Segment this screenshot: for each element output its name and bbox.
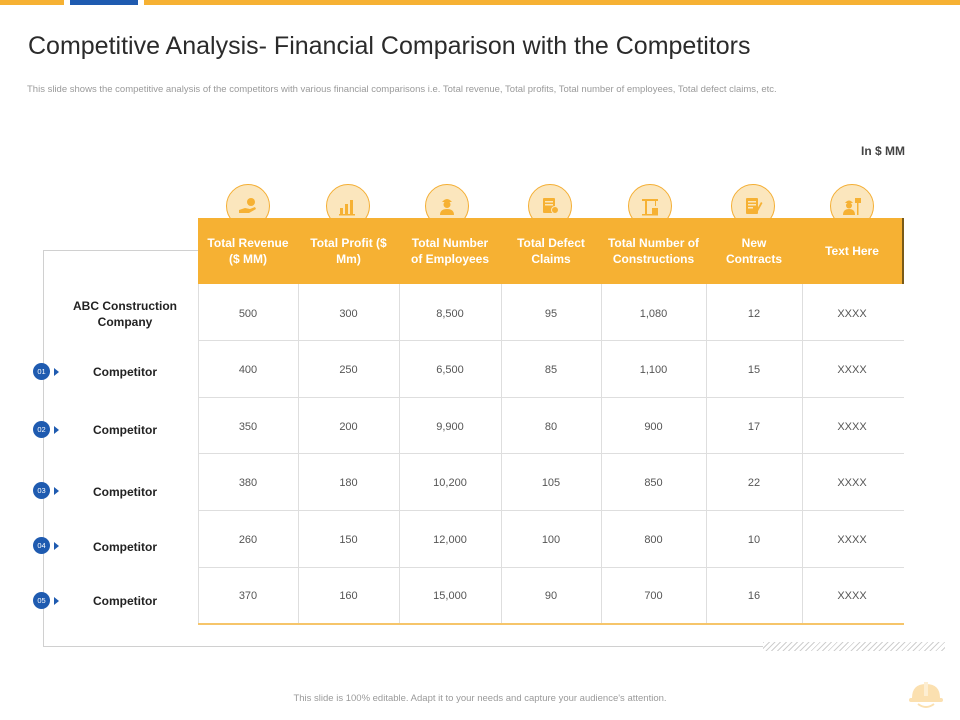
table-cell: 100 (541, 534, 561, 546)
grid-line (298, 284, 299, 624)
table-cell: 10,200 (433, 477, 467, 489)
table-cell: 16 (747, 590, 761, 602)
page-subtitle: This slide shows the competitive analysis of the competitors with various financial comparisons i.e. Total revenue, Total profits, Total number of employees, Total defect claims, etc. (27, 84, 777, 95)
row-label-abc-company: ABC Construction Company (73, 299, 177, 329)
table-cell: 800 (644, 534, 663, 546)
column-header-text-here: Text Here (825, 244, 879, 258)
hatch-decoration (763, 642, 945, 651)
table-cell: 850 (644, 477, 663, 489)
grid-line (399, 284, 400, 624)
footer-note: This slide is 100% editable. Adapt it to your needs and capture your audience's attention. (293, 693, 667, 704)
row-label-competitor-04: Competitor (93, 540, 157, 554)
grid-line (198, 567, 904, 568)
grid-line (501, 284, 502, 624)
table-cell: XXXX (837, 477, 867, 489)
row-badge-02: 02 (33, 421, 50, 438)
table-cell: 350 (238, 421, 258, 433)
table-cell: XXXX (837, 534, 867, 546)
table-cell: 150 (339, 534, 358, 546)
table-cell: 700 (644, 590, 663, 602)
row-label-competitor-02: Competitor (93, 423, 157, 437)
table-cell: 9,900 (436, 421, 464, 433)
table-cell: 200 (339, 421, 358, 433)
table-cell: 500 (238, 308, 258, 320)
unit-label: In $ MM (861, 144, 905, 158)
table-cell: 370 (238, 590, 258, 602)
column-header-total-employees: Total Number of Employees (410, 236, 490, 266)
table-cell: 85 (544, 364, 558, 376)
table-cell: XXXX (837, 421, 867, 433)
row-badge-04: 04 (33, 537, 50, 554)
table-cell: XXXX (837, 308, 867, 320)
top-bar-segment (70, 0, 138, 5)
grid-line (198, 340, 904, 341)
table-cell: 180 (339, 477, 358, 489)
table-cell: XXXX (837, 364, 867, 376)
table-header (198, 218, 904, 284)
table-cell: 15 (747, 364, 761, 376)
table-cell: 105 (541, 477, 561, 489)
grid-line (198, 397, 904, 398)
table-cell: 15,000 (433, 590, 467, 602)
row-label-competitor-03: Competitor (93, 485, 157, 499)
column-header-new-contracts: New Contracts (725, 236, 782, 266)
table-cell: 17 (747, 421, 761, 433)
table-cell: 400 (238, 364, 258, 376)
row-badge-05: 05 (33, 592, 50, 609)
table-cell: 1,100 (639, 364, 668, 376)
table-cell: 95 (544, 308, 558, 320)
column-header-total-profit: Total Profit ($ Mm) (310, 236, 387, 266)
table-cell: 90 (544, 590, 558, 602)
row-badge-03: 03 (33, 482, 50, 499)
grid-line (198, 284, 199, 624)
table-cell: 12 (747, 308, 761, 320)
table-cell: 10 (747, 534, 761, 546)
top-bar-segment (0, 0, 64, 5)
table-cell: 6,500 (436, 364, 464, 376)
bracket-bottom-line (198, 646, 763, 647)
hard-hat-logo-icon (906, 676, 946, 712)
table-cell: 1,080 (639, 308, 668, 320)
table-bottom-line (198, 623, 904, 625)
table-cell: 160 (339, 590, 358, 602)
page-title: Competitive Analysis- Financial Comparison with the Competitors (28, 32, 751, 60)
table-cell: 80 (544, 421, 558, 433)
table-cell: 250 (339, 364, 358, 376)
top-accent-bar (0, 0, 960, 6)
grid-line (198, 453, 904, 454)
grid-line (601, 284, 602, 624)
column-header-total-constructions: Total Number of Constructions (607, 236, 700, 266)
grid-line (706, 284, 707, 624)
grid-line (802, 284, 803, 624)
table-cell: 22 (747, 477, 761, 489)
table-cell: 260 (238, 534, 258, 546)
top-bar-segment (144, 0, 960, 5)
table-cell: 300 (339, 308, 358, 320)
row-label-competitor-01: Competitor (93, 365, 157, 379)
table-cell: XXXX (837, 590, 867, 602)
table-cell: 380 (238, 477, 258, 489)
column-header-defect-claims: Total Defect Claims (517, 236, 585, 266)
table-cell: 12,000 (433, 534, 467, 546)
table-cell: 8,500 (436, 308, 464, 320)
row-badge-01: 01 (33, 363, 50, 380)
grid-line (198, 510, 904, 511)
row-label-competitor-05: Competitor (93, 594, 157, 608)
column-header-total-revenue: Total Revenue ($ MM) (207, 236, 289, 266)
table-cell: 900 (644, 421, 663, 433)
